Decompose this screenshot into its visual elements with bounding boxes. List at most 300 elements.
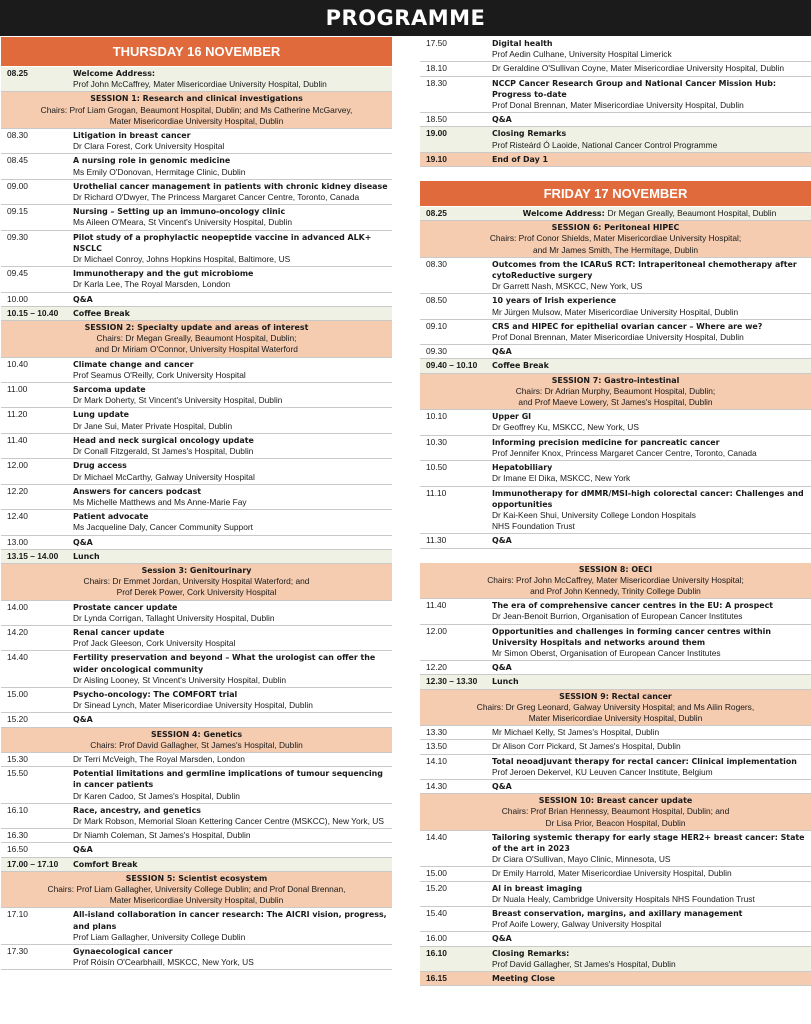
row-body	[492, 600, 811, 622]
programme-row	[420, 907, 811, 932]
row-time: 15.00	[7, 688, 28, 699]
session-chairs: Mater Misericordiae University Hospital, Dublin	[109, 895, 284, 906]
row-body	[492, 883, 811, 905]
row-time: 16.10	[7, 804, 28, 815]
session-chairs: Chairs: Dr Megan Greally, Beaumont Hospital, Dublin;	[96, 333, 297, 344]
row-inline	[492, 208, 807, 219]
speaker: Prof Seamus O'Reilly, Cork University Hospital	[73, 369, 246, 380]
speaker: Prof Jennifer Knox, Princess Margaret Cancer Centre, Toronto, Canada	[492, 447, 757, 458]
row-body	[73, 359, 392, 381]
row-time: 08.45	[7, 155, 28, 166]
row-time: 16.30	[7, 830, 28, 841]
speaker: Dr Aisling Looney, St Vincent's University Hospital, Dublin	[73, 674, 287, 685]
row-time: 09.10	[426, 320, 447, 331]
row-body	[73, 308, 392, 319]
row-time: 19.10	[426, 153, 447, 164]
row-time: 09.15	[7, 206, 28, 217]
talk-title: Q&A	[73, 715, 93, 725]
speaker: Dr Jane Sui, Mater Private Hospital, Dublin	[73, 420, 233, 431]
programme-row	[420, 780, 811, 794]
speaker: Dr Sinead Lynch, Mater Misericordiae University Hospital, Dublin	[73, 700, 313, 711]
programme-row	[420, 113, 811, 127]
row-time: 10.40	[7, 358, 28, 369]
talk-title: Outcomes from the ICARuS RCT: Intraperitoneal chemotherapy after cytoReductive surgery	[492, 259, 797, 281]
programme-row	[420, 345, 811, 359]
row-body	[73, 714, 392, 725]
row-time: 15.00	[426, 868, 447, 879]
row-time: 09.40 – 10.10	[426, 360, 478, 371]
programme-row	[420, 487, 811, 535]
speaker: Prof Donal Brennan, Mater Misericordiae University Hospital, Dublin	[492, 100, 744, 111]
talk-title: End of Day 1	[492, 154, 549, 164]
row-body	[73, 652, 392, 686]
speaker: Ms Michelle Matthews and Ms Anne-Marie Fay	[73, 496, 247, 507]
row-body	[492, 933, 811, 944]
talk-title: The era of comprehensive cancer centres in the EU: A prospect	[492, 601, 774, 611]
talk-title: Q&A	[492, 934, 512, 944]
session-chairs: Chairs: Dr Emmet Jordan, University Hospital Waterford; and	[83, 576, 310, 587]
session-chairs: Chairs: Prof Liam Grogan, Beaumont Hospital, Dublin; and Ms Catherine McGarvey,	[40, 104, 353, 115]
talk-title: Immunotherapy and the gut microbiome	[73, 269, 254, 279]
speaker: Dr Ciara O'Sullivan, Mayo Clinic, Minnesota, US	[492, 854, 671, 865]
programme-row	[420, 740, 811, 754]
row-body	[492, 781, 811, 792]
thursday-evening-schedule	[420, 37, 811, 167]
row-body	[73, 409, 392, 431]
talk-title: Nursing – Setting up an immuno-oncology clinic	[73, 207, 286, 217]
row-body	[492, 114, 811, 125]
row-time: 08.25	[7, 68, 28, 78]
day-gap	[420, 167, 811, 181]
session-title: SESSION 5: Scientist ecosystem	[125, 873, 268, 883]
talk-title: Closing Remarks	[492, 129, 567, 139]
talk-title: Patient advocate	[73, 512, 149, 522]
talk-title: Head and neck surgical oncology update	[73, 435, 254, 445]
programme-row	[420, 410, 811, 435]
talk-title: Lunch	[492, 677, 519, 687]
session-header	[1, 564, 392, 601]
programme-row	[420, 831, 811, 868]
programme-row	[1, 550, 392, 564]
session-title: SESSION 1: Research and clinical investigations	[90, 94, 303, 104]
talk-title: Q&A	[73, 537, 93, 547]
programme-row	[420, 726, 811, 740]
programme-row	[420, 294, 811, 319]
speaker: Dr Karen Cadoo, St James's Hospital, Dublin	[73, 790, 240, 801]
programme-row	[1, 651, 392, 688]
programme-row	[420, 972, 811, 986]
session-chairs: Chairs: Prof John McCaffrey, Mater Misericordiae University Hospital;	[487, 574, 744, 585]
session-header	[420, 221, 811, 258]
row-time: 09.30	[426, 346, 447, 357]
session-title: SESSION 9: Rectal cancer	[559, 691, 672, 701]
talk-title: Tailoring systemic therapy for early stage HER2+ breast cancer: State of the art in 2023	[492, 832, 805, 853]
friday-column	[420, 37, 811, 1024]
row-body	[492, 63, 811, 74]
row-body	[492, 154, 811, 165]
speaker: Prof Liam Gallagher, University College Dublin	[73, 931, 246, 942]
page-banner: PROGRAMME	[0, 0, 811, 36]
row-body	[73, 268, 392, 290]
row-time: 12.00	[426, 625, 447, 636]
programme-row	[420, 661, 811, 675]
programme-row	[420, 675, 811, 689]
row-body	[73, 859, 392, 870]
talk-title: Meeting Close	[492, 974, 556, 984]
row-time: 14.40	[426, 831, 447, 842]
talk-title: Lung update	[73, 410, 130, 420]
row-time: 15.20	[7, 714, 28, 725]
programme-row	[1, 858, 392, 872]
programme-row	[1, 180, 392, 205]
speaker: Dr Michael McCarthy, Galway University Hospital	[73, 471, 255, 482]
row-time: 11.40	[426, 600, 447, 611]
row-time: 11.20	[7, 409, 28, 420]
row-time: 14.20	[7, 626, 28, 637]
programme-row	[1, 267, 392, 292]
talk-title: Race, ancestry, and genetics	[73, 805, 201, 815]
speaker: Mr Simon Oberst, Organisation of European Cancer Institutes	[492, 647, 721, 658]
speaker: Dr Lynda Corrigan, Tallaght University Hospital, Dublin	[73, 612, 275, 623]
session-chairs: Chairs: Prof David Gallagher, St James's Hospital, Dublin	[90, 739, 303, 750]
talk-title: Urothelial cancer management in patients with chronic kidney disease	[73, 181, 388, 191]
programme-row	[1, 485, 392, 510]
row-body	[73, 181, 392, 203]
programme-row	[420, 947, 811, 972]
row-time: 10.10	[426, 411, 447, 422]
session-title: SESSION 7: Gastro-intestinal	[551, 375, 680, 385]
talk-title: Total neoadjuvant therapy for rectal cancer: Clinical implementation	[492, 756, 797, 766]
speaker: Dr Kai-Keen Shui, University College London Hospitals	[492, 509, 696, 520]
row-time: 14.10	[426, 755, 447, 766]
speaker: Prof Risteárd Ó Laoide, National Cancer Control Programme	[492, 139, 718, 150]
row-time: 14.30	[426, 780, 447, 791]
talk-title: NCCP Cancer Research Group and National Cancer Mission Hub: Progress to-date	[492, 78, 777, 99]
programme-row	[420, 461, 811, 486]
row-body	[492, 38, 811, 60]
row-time: 18.30	[426, 77, 447, 88]
speaker: Dr Jean-Benoit Burrion, Organisation of European Cancer Institutes	[492, 611, 743, 622]
session-chairs: Chairs: Dr Greg Leonard, Galway University Hospital; and Ms Ailin Rogers,	[476, 701, 755, 712]
speaker: Prof Jeroen Dekervel, KU Leuven Cancer Institute, Belgium	[492, 766, 713, 777]
speaker: NHS Foundation Trust	[492, 521, 575, 532]
row-time: 13.15 – 14.00	[7, 550, 59, 561]
speaker: Prof Donal Brennan, Mater Misericordiae University Hospital, Dublin	[492, 332, 744, 343]
speaker: Dr Terri McVeigh, The Royal Marsden, London	[73, 753, 245, 764]
row-time: 18.10	[426, 63, 447, 74]
speaker: Dr Mark Robson, Memorial Sloan Kettering Cancer Centre (MSKCC), New York, US	[73, 815, 384, 826]
row-body	[492, 259, 811, 293]
thursday-column	[1, 37, 392, 1024]
talk-title: Coffee Break	[73, 308, 130, 318]
talk-title: Hepatobiliary	[492, 463, 553, 473]
row-body	[492, 437, 811, 459]
talk-title: All-island collaboration in cancer research: The AICRI vision, progress, and plans	[73, 910, 387, 931]
section-gap	[420, 549, 811, 563]
row-time: 17.50	[426, 38, 447, 48]
programme-row	[420, 882, 811, 907]
programme-row	[1, 843, 392, 857]
talk-title: Renal cancer update	[73, 627, 165, 637]
row-body	[492, 346, 811, 357]
talk-title: Lunch	[73, 551, 100, 561]
speaker: Dr Megan Greally, Beaumont Hospital, Dublin	[607, 208, 777, 219]
row-time: 10.15 – 10.40	[7, 307, 59, 318]
programme-row	[420, 258, 811, 295]
talk-title: Sarcoma update	[73, 385, 146, 395]
talk-title: Answers for cancers podcast	[73, 486, 202, 496]
row-body	[492, 727, 811, 738]
speaker: Prof David Gallagher, St James's Hospital, Dublin	[492, 958, 676, 969]
talk-title: A nursing role in genomic medicine	[73, 156, 231, 166]
talk-title: Fertility preservation and beyond – What the urologist can offer the wider oncological community	[73, 653, 376, 674]
row-body	[73, 830, 392, 841]
speaker: Dr Geraldine O'Sullivan Coyne, Mater Misericordiae University Hospital, Dublin	[492, 63, 785, 74]
programme-row	[420, 77, 811, 114]
row-body	[73, 68, 392, 90]
programme-row	[420, 534, 811, 548]
row-body	[492, 626, 811, 660]
talk-title: Breast conservation, margins, and axillary management	[492, 909, 743, 918]
row-time: 08.25	[426, 208, 447, 219]
programme-row	[420, 599, 811, 624]
row-time: 09.45	[7, 268, 28, 279]
programme-row	[1, 358, 392, 383]
row-body	[492, 462, 811, 484]
speaker: Dr Garrett Nash, MSKCC, New York, US	[492, 281, 643, 292]
programme-row	[1, 408, 392, 433]
programme-row	[420, 867, 811, 881]
row-body	[73, 206, 392, 228]
row-time: 16.00	[426, 933, 447, 944]
talk-title: Informing precision medicine for pancreatic cancer	[492, 437, 720, 447]
row-body	[492, 741, 811, 752]
row-body	[492, 78, 811, 112]
talk-title: Q&A	[492, 663, 512, 673]
row-body	[73, 460, 392, 482]
talk-title: Litigation in breast cancer	[73, 131, 191, 141]
speaker: Dr Niamh Coleman, St James's Hospital, Dublin	[73, 830, 251, 841]
row-body	[73, 130, 392, 152]
speaker: Dr Conall Fitzgerald, St James's Hospital, Dublin	[73, 446, 254, 457]
row-body	[73, 511, 392, 533]
session-title: SESSION 4: Genetics	[150, 729, 243, 739]
programme-row	[1, 293, 392, 307]
talk-title: Welcome Address:	[73, 69, 156, 78]
row-time: 08.50	[426, 295, 447, 306]
row-body	[492, 488, 811, 533]
programme-row	[420, 153, 811, 167]
programme-row	[1, 767, 392, 804]
talk-title: Pilot study of a prophylactic neopeptide vaccine in advanced ALK+ NSCLC	[73, 232, 372, 253]
row-body	[73, 805, 392, 827]
programme-row	[1, 601, 392, 626]
row-time: 11.40	[7, 434, 28, 445]
programme-row	[420, 127, 811, 152]
speaker: Mr Michael Kelly, St James's Hospital, Dublin	[492, 727, 660, 738]
row-body	[492, 321, 811, 343]
programme-row	[1, 383, 392, 408]
speaker: Dr Michael Conroy, Johns Hopkins Hospital, Baltimore, US	[73, 254, 291, 265]
speaker: Prof Róisín O'Cearbhaill, MSKCC, New York, US	[73, 957, 254, 968]
speaker: Mr Jürgen Mulsow, Mater Misericordiae University Hospital, Dublin	[492, 306, 739, 317]
session-chairs: Mater Misericordiae University Hospital, Dublin	[109, 115, 284, 126]
speaker: Ms Aileen O'Meara, St Vincent's University Hospital, Dublin	[73, 217, 293, 228]
row-body	[73, 435, 392, 457]
session-header	[1, 92, 392, 129]
talk-title: Q&A	[492, 536, 512, 546]
speaker: Dr Karla Lee, The Royal Marsden, London	[73, 279, 231, 290]
speaker: Ms Jacqueline Daly, Cancer Community Support	[73, 522, 253, 533]
thursday-schedule	[1, 67, 392, 970]
talk-title: Opportunities and challenges in forming cancer centres within University Hospitals and networks around them	[492, 626, 771, 647]
talk-title: Closing Remarks:	[492, 948, 570, 958]
row-time: 11.00	[7, 384, 28, 395]
row-body	[492, 868, 811, 879]
session-chairs: and Prof John Kennedy, Trinity College Dublin	[530, 585, 701, 596]
row-time: 13.50	[426, 741, 447, 752]
row-body	[73, 551, 392, 562]
row-time: 19.00	[426, 128, 447, 139]
talk-title: Climate change and cancer	[73, 359, 194, 369]
row-time: 15.30	[7, 753, 28, 764]
session-header	[420, 690, 811, 727]
speaker: Dr Imane El Dika, MSKCC, New York	[492, 473, 631, 484]
talk-title: Potential limitations and germline implications of tumour sequencing in cancer patients	[73, 769, 383, 790]
row-body	[73, 768, 392, 802]
speaker: Dr Alison Corr Pickard, St James's Hospital, Dublin	[492, 741, 681, 752]
talk-title: Q&A	[73, 845, 93, 855]
talk-title: Coffee Break	[492, 361, 549, 371]
row-time: 14.00	[7, 601, 28, 612]
programme-row	[1, 908, 392, 945]
talk-title: Q&A	[492, 347, 512, 357]
programme-row	[1, 829, 392, 843]
row-body	[73, 602, 392, 624]
programme-row	[420, 625, 811, 662]
row-time: 09.00	[7, 180, 28, 191]
row-body	[73, 486, 392, 508]
speaker: Prof Jack Gleeson, Cork University Hospital	[73, 638, 236, 649]
row-time: 09.30	[7, 231, 28, 242]
row-body	[492, 411, 811, 433]
row-body	[73, 689, 392, 711]
row-time: 12.40	[7, 511, 28, 522]
row-time: 14.40	[7, 652, 28, 663]
programme-row	[1, 154, 392, 179]
session-chairs: Chairs: Dr Adrian Murphy, Beaumont Hospital, Dublin;	[515, 385, 716, 396]
talk-title: Immunotherapy for dMMR/MSI-high colorectal cancer: Challenges and opportunities	[492, 488, 804, 509]
talk-title: Q&A	[492, 781, 512, 791]
session-chairs: Mater Misericordiae University Hospital, Dublin	[528, 712, 703, 723]
session-title: SESSION 6: Peritoneal HIPEC	[551, 223, 680, 233]
row-time: 15.20	[426, 882, 447, 893]
row-time: 11.10	[426, 487, 447, 498]
programme-row	[1, 804, 392, 829]
programme-row	[1, 129, 392, 154]
row-time: 16.10	[426, 947, 447, 958]
session-chairs: Prof Derek Power, Cork University Hospital	[116, 587, 277, 598]
programme-row	[1, 307, 392, 321]
row-time: 08.30	[426, 258, 447, 269]
row-time: 10.50	[426, 462, 447, 473]
talk-title: 10 years of Irish experience	[492, 296, 617, 306]
programme-row	[420, 932, 811, 946]
session-chairs: and Prof Maeve Lowery, St James's Hospital, Dublin	[518, 397, 713, 408]
row-body	[73, 844, 392, 855]
programme-row	[1, 688, 392, 713]
programme-row	[1, 459, 392, 484]
speaker: Prof Aoife Lowery, Galway University Hospital	[492, 919, 662, 930]
row-body	[492, 208, 811, 219]
row-body	[492, 128, 811, 150]
talk-title: CRS and HIPEC for epithelial ovarian cancer – Where are we?	[492, 321, 763, 331]
row-time: 16.15	[426, 973, 447, 984]
talk-title: Digital health	[492, 39, 553, 48]
session-chairs: and Mr James Smith, The Hermitage, Dublin	[532, 244, 699, 255]
row-body	[492, 948, 811, 970]
programme-row	[420, 62, 811, 76]
row-time: 17.10	[7, 909, 28, 920]
session-title: SESSION 8: OECI	[578, 564, 653, 574]
speaker: Dr Clara Forest, Cork University Hospital	[73, 141, 225, 152]
talk-title: Q&A	[73, 294, 93, 304]
talk-title: Comfort Break	[73, 859, 138, 869]
programme-row	[1, 434, 392, 459]
row-time: 16.50	[7, 844, 28, 855]
row-time: 13.30	[426, 727, 447, 738]
talk-title: Gynaecological cancer	[73, 947, 173, 957]
programme-row	[1, 231, 392, 268]
session-header	[420, 563, 811, 600]
row-time: 13.00	[7, 536, 28, 547]
row-time: 17.00 – 17.10	[7, 858, 59, 869]
friday-schedule	[420, 207, 811, 986]
talk-title: Welcome Address:	[522, 209, 608, 219]
talk-title: Upper GI	[492, 412, 532, 422]
speaker: Dr Mark Doherty, St Vincent's University Hospital, Dublin	[73, 395, 283, 406]
programme-row	[1, 536, 392, 550]
talk-title: Psycho-oncology: The COMFORT trial	[73, 689, 238, 699]
row-body	[492, 535, 811, 546]
session-title: SESSION 2: Specialty update and areas of interest	[84, 323, 309, 333]
programme-row	[1, 626, 392, 651]
row-time: 17.30	[7, 946, 28, 957]
programme-row	[1, 945, 392, 970]
programme-row	[420, 320, 811, 345]
speaker: Dr Nuala Healy, Cambridge University Hospitals NHS Foundation Trust	[492, 893, 755, 904]
talk-title: Q&A	[492, 115, 512, 125]
session-title: SESSION 10: Breast cancer update	[538, 796, 693, 806]
programme-row	[1, 205, 392, 230]
row-body	[492, 295, 811, 317]
row-body	[73, 384, 392, 406]
day-header-friday: FRIDAY 17 NOVEMBER	[420, 181, 811, 207]
row-body	[492, 908, 811, 930]
speaker: Prof Aedin Culhane, University Hospital Limerick	[492, 49, 672, 60]
row-time: 15.50	[7, 768, 28, 779]
session-header	[1, 728, 392, 753]
talk-title: AI in breast imaging	[492, 883, 583, 893]
session-chairs: Chairs: Prof Liam Gallagher, University College Dublin; and Prof Donal Brennan,	[47, 884, 346, 894]
row-body	[73, 754, 392, 765]
day-header-thursday: THURSDAY 16 NOVEMBER	[1, 37, 392, 67]
speaker: Dr Emily Harrold, Mater Misericordiae University Hospital, Dublin	[492, 868, 732, 879]
row-body	[73, 946, 392, 968]
row-time: 18.50	[426, 114, 447, 125]
row-body	[492, 676, 811, 687]
row-body	[492, 756, 811, 778]
